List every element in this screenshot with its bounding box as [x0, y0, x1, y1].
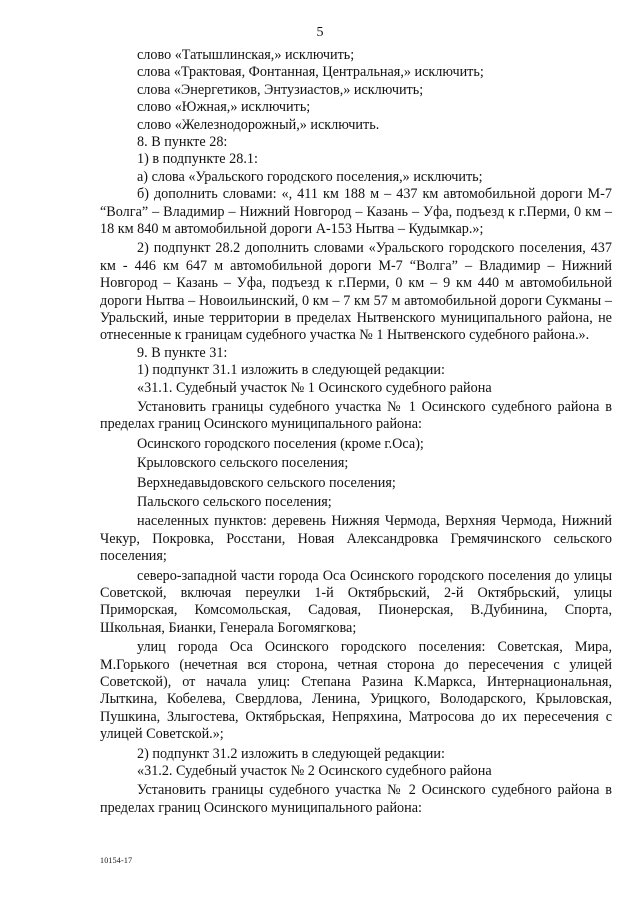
text-line: Осинского городского поселения (кроме г.Оса); — [137, 435, 424, 452]
text-line: Верхнедавыдовского сельского поселения; — [137, 474, 396, 491]
paragraph-establish-1: Установить границы судебного участка № 1 Осинского судебного района в пределах границ Осинского муниципального района: — [100, 398, 612, 433]
text-line: слова «Трактовая, Фонтанная, Центральная,» исключить; — [137, 64, 484, 81]
text-line: слова «Энергетиков, Энтузиастов,» исключить; — [137, 81, 424, 98]
paragraph-establish-2: Установить границы судебного участка № 2 Осинского судебного района в пределах границ Осинского муниципального района: — [100, 782, 612, 816]
text-line: «31.2. Судебный участок № 2 Осинского судебного района — [137, 763, 492, 779]
page-number: 5 — [316, 25, 324, 40]
text-line: 1) подпункт 31.1 изложить в следующей редакции: — [137, 362, 445, 379]
text-line: 8. В пункте 28: — [137, 133, 228, 150]
paragraph-northwest: северо-западной части города Оса Осинского городского поселения до улицы Советской, включая переулки 1-й Октябрьский, 2-й Октябрьский, улицы Приморская, Комсомольская, Садовая, Пионерская, В.Дубинина, Спорта, Школьная, Бианки, Генерала Богомягкова; — [100, 567, 612, 636]
text-line: 2) подпункт 31.2 изложить в следующей редакции: — [137, 745, 445, 762]
text-line: слово «Татышлинская,» исключить; — [137, 47, 355, 63]
paragraph-28-2: 2) подпункт 28.2 дополнить словами «Уральского городского поселения, 437 км - 446 км 647 м автомобильной дороги М-7 “Волга” – Владимир – Нижний Новгород – Казань – Уфа, подъезд к г.Перми, 0 км – 9 км 440 м автомобильной дороги Нытва – Новоильинский, 0 км – 7 км 57 м автомобильной дороги Сукманы – Уральский, иные территории в пределах Нытвенского муниципального района, не отнесенные к границам судебного участка № 1 Нытвенского судебного района.». — [100, 240, 612, 344]
text-line: слово «Железнодорожный,» исключить. — [137, 116, 380, 133]
paragraph-streets: улиц города Оса Осинского городского поселения: Советская, Мира, М.Горького (нечетная вся сторона, четная сторона до пересечения с улицей Советской), от начала улиц: Степана Разина К.Маркса, Интернациональная, Лыткина, Кобелева, Свердлова, Ленина, Урицкого, Володарского, Крыловская, Пушкина, Злыгостева, Октябрьская, Непряхина, Матросова до их пересечения с улицей Советской.»; — [100, 639, 612, 743]
document-body — [100, 47, 612, 817]
text-line: а) слова «Уральского городского поселения,» исключить; — [137, 168, 483, 185]
document-code: 10154-17 — [100, 856, 133, 865]
text-line: слово «Южная,» исключить; — [137, 99, 311, 116]
text-line: Крыловского сельского поселения; — [137, 455, 349, 472]
text-line: 9. В пункте 31: — [137, 344, 228, 361]
text-line: Пальского сельского поселения; — [137, 493, 332, 510]
text-line: 1) в подпункте 28.1: — [137, 151, 258, 168]
paragraph-b: б) дополнить словами: «, 411 км 188 м – 437 км автомобильной дороги М-7 “Волга” – Владимир – Нижний Новгород – Казань – Уфа, подъезд к г.Перми, 0 км – 18 км 840 м автомобильной дороги А-153 Нытва – Кудымкар.»; — [100, 186, 612, 237]
text-line: «31.1. Судебный участок № 1 Осинского судебного района — [137, 379, 492, 396]
paragraph-villages: населенных пунктов: деревень Нижняя Чермода, Верхняя Чермода, Нижний Чекур, Покровка, Росстани, Новая Александровка Гремячинского сельского поселения; — [100, 513, 612, 565]
